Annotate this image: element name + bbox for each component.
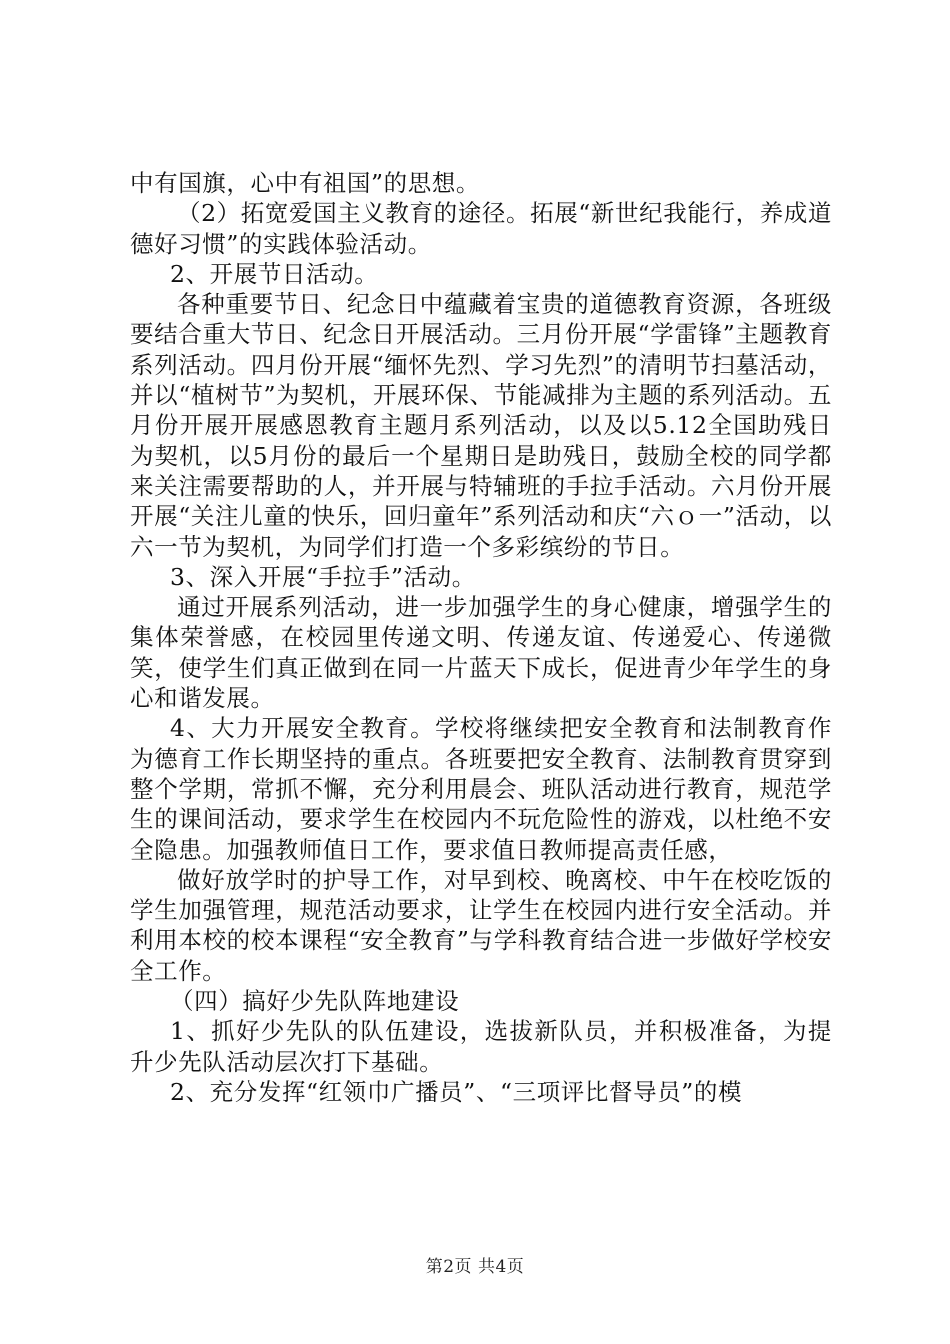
paragraph-safety-education: 4、大力开展安全教育。学校将继续把安全教育和法制教育作为德育工作长期坚持的重点。各班要把安全教育、法制教育贯穿到整个学期，常抓不懈，充分利用晨会、班队活动进行教育，规范学生的课间活动，要求学生在校园内不玩危险性的游戏，以杜绝不安全隐患。加强教师值日工作，要求值日教师提高责任感， [130,714,832,864]
heading-young-pioneers: （四）搞好少先队阵地建设 [170,987,460,1016]
heading-holiday-activities: 2、开展节日活动。 [170,259,379,288]
paragraph-broadcasters: 2、充分发挥“红领巾广播员”、“三项评比督导员”的模 [170,1077,743,1106]
paragraph-holiday-activities: 各种重要节日、纪念日中蕴藏着宝贵的道德教育资源，各班级要结合重大节日、纪念日开展活动。三月份开展“学雷锋”主题教育系列活动。四月份开展“缅怀先烈、学习先烈”的清明节扫墓活动，并以“植树节”为契机，开展环保、节能减排为主题的系列活动。五月份开展开展感恩教育主题月系列活动，以及以5.12全国助残日为契机，以5月份的最后一个星期日是助残日，鼓励全校的同学都来关注需要帮助的人，并开展与特辅班的手拉手活动。六月份开展开展“关注儿童的快乐，回归童年”系列活动和庆“六ｏ一”活动，以六一节为契机，为同学们打造一个多彩缤纷的节日。 [130,290,832,561]
paragraph-hand-in-hand: 通过开展系列活动，进一步加强学生的身心健康，增强学生的集体荣誉感，在校园里传递文明、传递友谊、传递爱心、传递微笑，使学生们真正做到在同一片蓝天下成长，促进青少年学生的身心和谐发展。 [130,593,832,713]
paragraph-continuation: 中有国旗，心中有祖国”的思想。 [130,169,481,197]
page-number-footer: 第2页 共4页 [425,1257,525,1277]
heading-hand-in-hand: 3、深入开展“手拉手”活动。 [170,562,476,591]
paragraph-team-building: 1、抓好少先队的队伍建设，选拔新队员，并积极准备，为提升少先队活动层次打下基础。 [130,1017,832,1076]
document-body [130,168,832,1107]
paragraph-dismissal-duty: 做好放学时的护导工作，对早到校、晚离校、中午在校吃饭的学生加强管理，规范活动要求，让学生在校园内进行安全活动。并利用本校的校本课程“安全教育”与学科教育结合进一步做好学校安全工作。 [130,865,832,985]
paragraph-patriotic-education: （2）拓宽爱国主义教育的途径。拓展“新世纪我能行，养成道德好习惯”的实践体验活动。 [130,199,832,258]
